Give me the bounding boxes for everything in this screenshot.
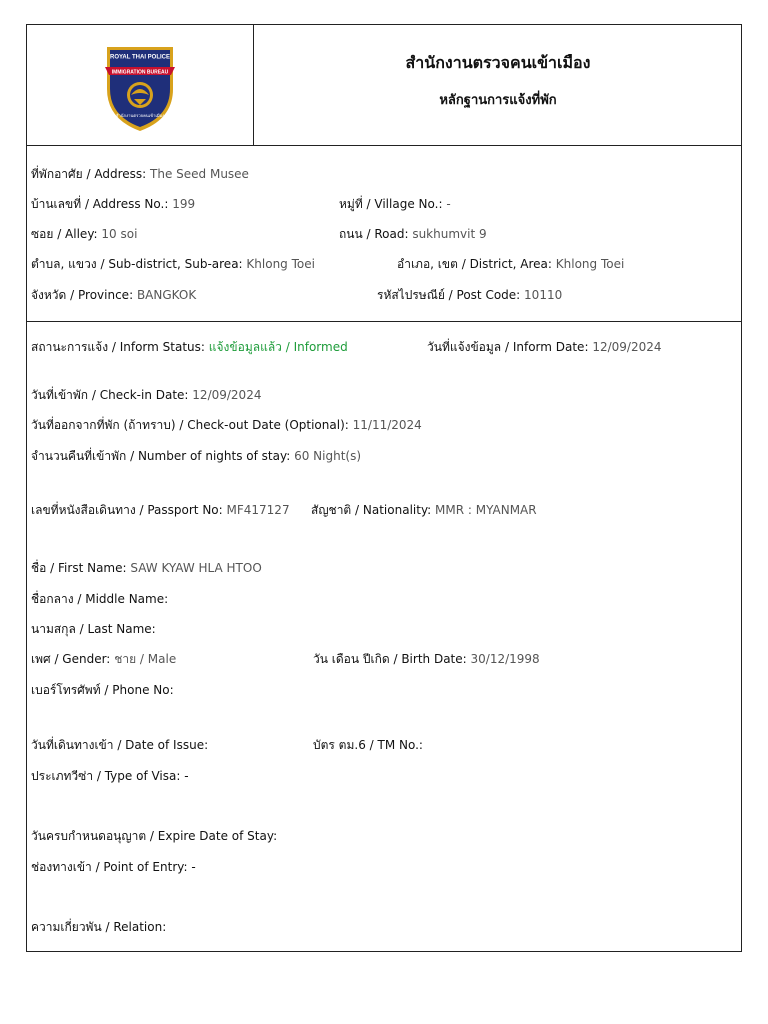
field-subdistrict (31, 256, 315, 272)
inform-date-value: 12/09/2024 (592, 340, 662, 354)
subdistrict-label: ตำบล, แขวง / Sub-district, Sub-area: (31, 257, 243, 271)
birth-date-label: วัน เดือน ปีเกิด / Birth Date: (313, 652, 467, 666)
field-date-of-issue (31, 737, 208, 753)
tm-no-label: บัตร ตม.6 / TM No.: (313, 738, 423, 752)
field-point-of-entry (31, 859, 196, 875)
document-title: หลักฐานการแจ้งที่พัก (439, 93, 557, 108)
address-no-value: 199 (172, 197, 196, 211)
first-name-label: ชื่อ / First Name: (31, 561, 127, 575)
office-title: สำนักงานตรวจคนเข้าเมือง (405, 53, 591, 72)
visa-type-label: ประเภทวีซ่า / Type of Visa: - (31, 769, 189, 783)
gender-label: เพศ / Gender: (31, 652, 111, 666)
nationality-label: สัญชาติ / Nationality: (311, 503, 432, 517)
inform-date-label: วันที่แจ้งข้อมูล / Inform Date: (427, 340, 589, 354)
birth-date-value: 30/12/1998 (470, 652, 540, 666)
road-value: sukhumvit 9 (412, 227, 487, 241)
field-birth-date (313, 651, 540, 667)
residence-value: The Seed Musee (150, 167, 249, 181)
middle-name-label: ชื่อกลาง / Middle Name: (31, 592, 169, 606)
field-first-name (31, 560, 262, 576)
field-passport (31, 502, 290, 518)
expire-date-label: วันครบกำหนดอนุญาต / Expire Date of Stay: (31, 829, 278, 843)
field-residence (31, 166, 249, 182)
postcode-label: รหัสไปรษณีย์ / Post Code: (377, 288, 521, 302)
header-bottom-rule (27, 145, 741, 146)
residence-label: ที่พักอาศัย / Address: (31, 167, 147, 181)
checkin-value: 12/09/2024 (192, 388, 262, 402)
field-relation (31, 919, 166, 935)
address-no-label: บ้านเลขที่ / Address No.: (31, 197, 169, 211)
field-tm-no (313, 737, 423, 753)
district-value: Khlong Toei (555, 257, 625, 271)
gender-value: ชาย / Male (114, 652, 177, 666)
badge-top-text: ROYAL THAI POLICE (109, 54, 171, 61)
last-name-label: นามสกุล / Last Name: (31, 622, 156, 636)
road-label: ถนน / Road: (339, 227, 409, 241)
field-postcode (377, 287, 562, 303)
field-inform-date (427, 339, 661, 355)
address-bottom-rule (27, 321, 741, 322)
relation-label: ความเกี่ยวพัน / Relation: (31, 920, 167, 934)
field-nationality (311, 502, 537, 518)
field-alley (31, 226, 137, 242)
nights-label: จำนวนคืนที่เข้าพัก / Number of nights of stay: (31, 449, 291, 463)
point-of-entry-label: ช่องทางเข้า / Point of Entry: - (31, 860, 196, 874)
header-divider (253, 25, 254, 145)
field-province (31, 287, 196, 303)
badge-ribbon-text: IMMIGRATION BUREAU (111, 69, 169, 76)
document-frame (26, 24, 742, 952)
alley-value: 10 soi (101, 227, 138, 241)
badge-bottom-text: สำนักงานตรวจคนเข้าเมือง (115, 113, 165, 118)
immigration-bureau-badge-icon (101, 41, 179, 133)
date-of-issue-label: วันที่เดินทางเข้า / Date of Issue: (31, 738, 209, 752)
alley-label: ซอย / Alley: (31, 227, 98, 241)
field-checkout (31, 417, 422, 433)
field-village (339, 196, 451, 212)
field-phone (31, 682, 174, 698)
field-inform-status (31, 339, 348, 355)
village-value: - (446, 197, 451, 211)
field-gender (31, 651, 176, 667)
phone-label: เบอร์โทรศัพท์ / Phone No: (31, 683, 174, 697)
first-name-value: SAW KYAW HLA HTOO (130, 561, 262, 575)
village-label: หมู่ที่ / Village No.: (339, 197, 443, 211)
field-district (397, 256, 624, 272)
passport-value: MF417127 (226, 503, 290, 517)
field-road (339, 226, 487, 242)
field-visa-type (31, 768, 189, 784)
nationality-value: MMR : MYANMAR (435, 503, 537, 517)
field-middle-name (31, 591, 168, 607)
field-checkin (31, 387, 261, 403)
subdistrict-value: Khlong Toei (246, 257, 315, 271)
province-label: จังหวัด / Province: (31, 288, 134, 302)
nights-value: 60 Night(s) (294, 449, 362, 463)
field-address-no (31, 196, 195, 212)
checkout-value: 11/11/2024 (352, 418, 422, 432)
province-value: BANGKOK (136, 288, 197, 302)
district-label: อำเภอ, เขต / District, Area: (397, 257, 552, 271)
field-expire-date (31, 828, 277, 844)
inform-status-value: แจ้งข้อมูลแล้ว / Informed (208, 340, 348, 354)
passport-label: เลขที่หนังสือเดินทาง / Passport No: (31, 503, 223, 517)
field-nights (31, 448, 361, 464)
checkin-label: วันที่เข้าพัก / Check-in Date: (31, 388, 189, 402)
checkout-label: วันที่ออกจากที่พัก (ถ้าทราบ) / Check-out Date (Optional): (31, 418, 349, 432)
field-last-name (31, 621, 156, 637)
postcode-value: 10110 (524, 288, 563, 302)
inform-status-label: สถานะการแจ้ง / Inform Status: (31, 340, 205, 354)
